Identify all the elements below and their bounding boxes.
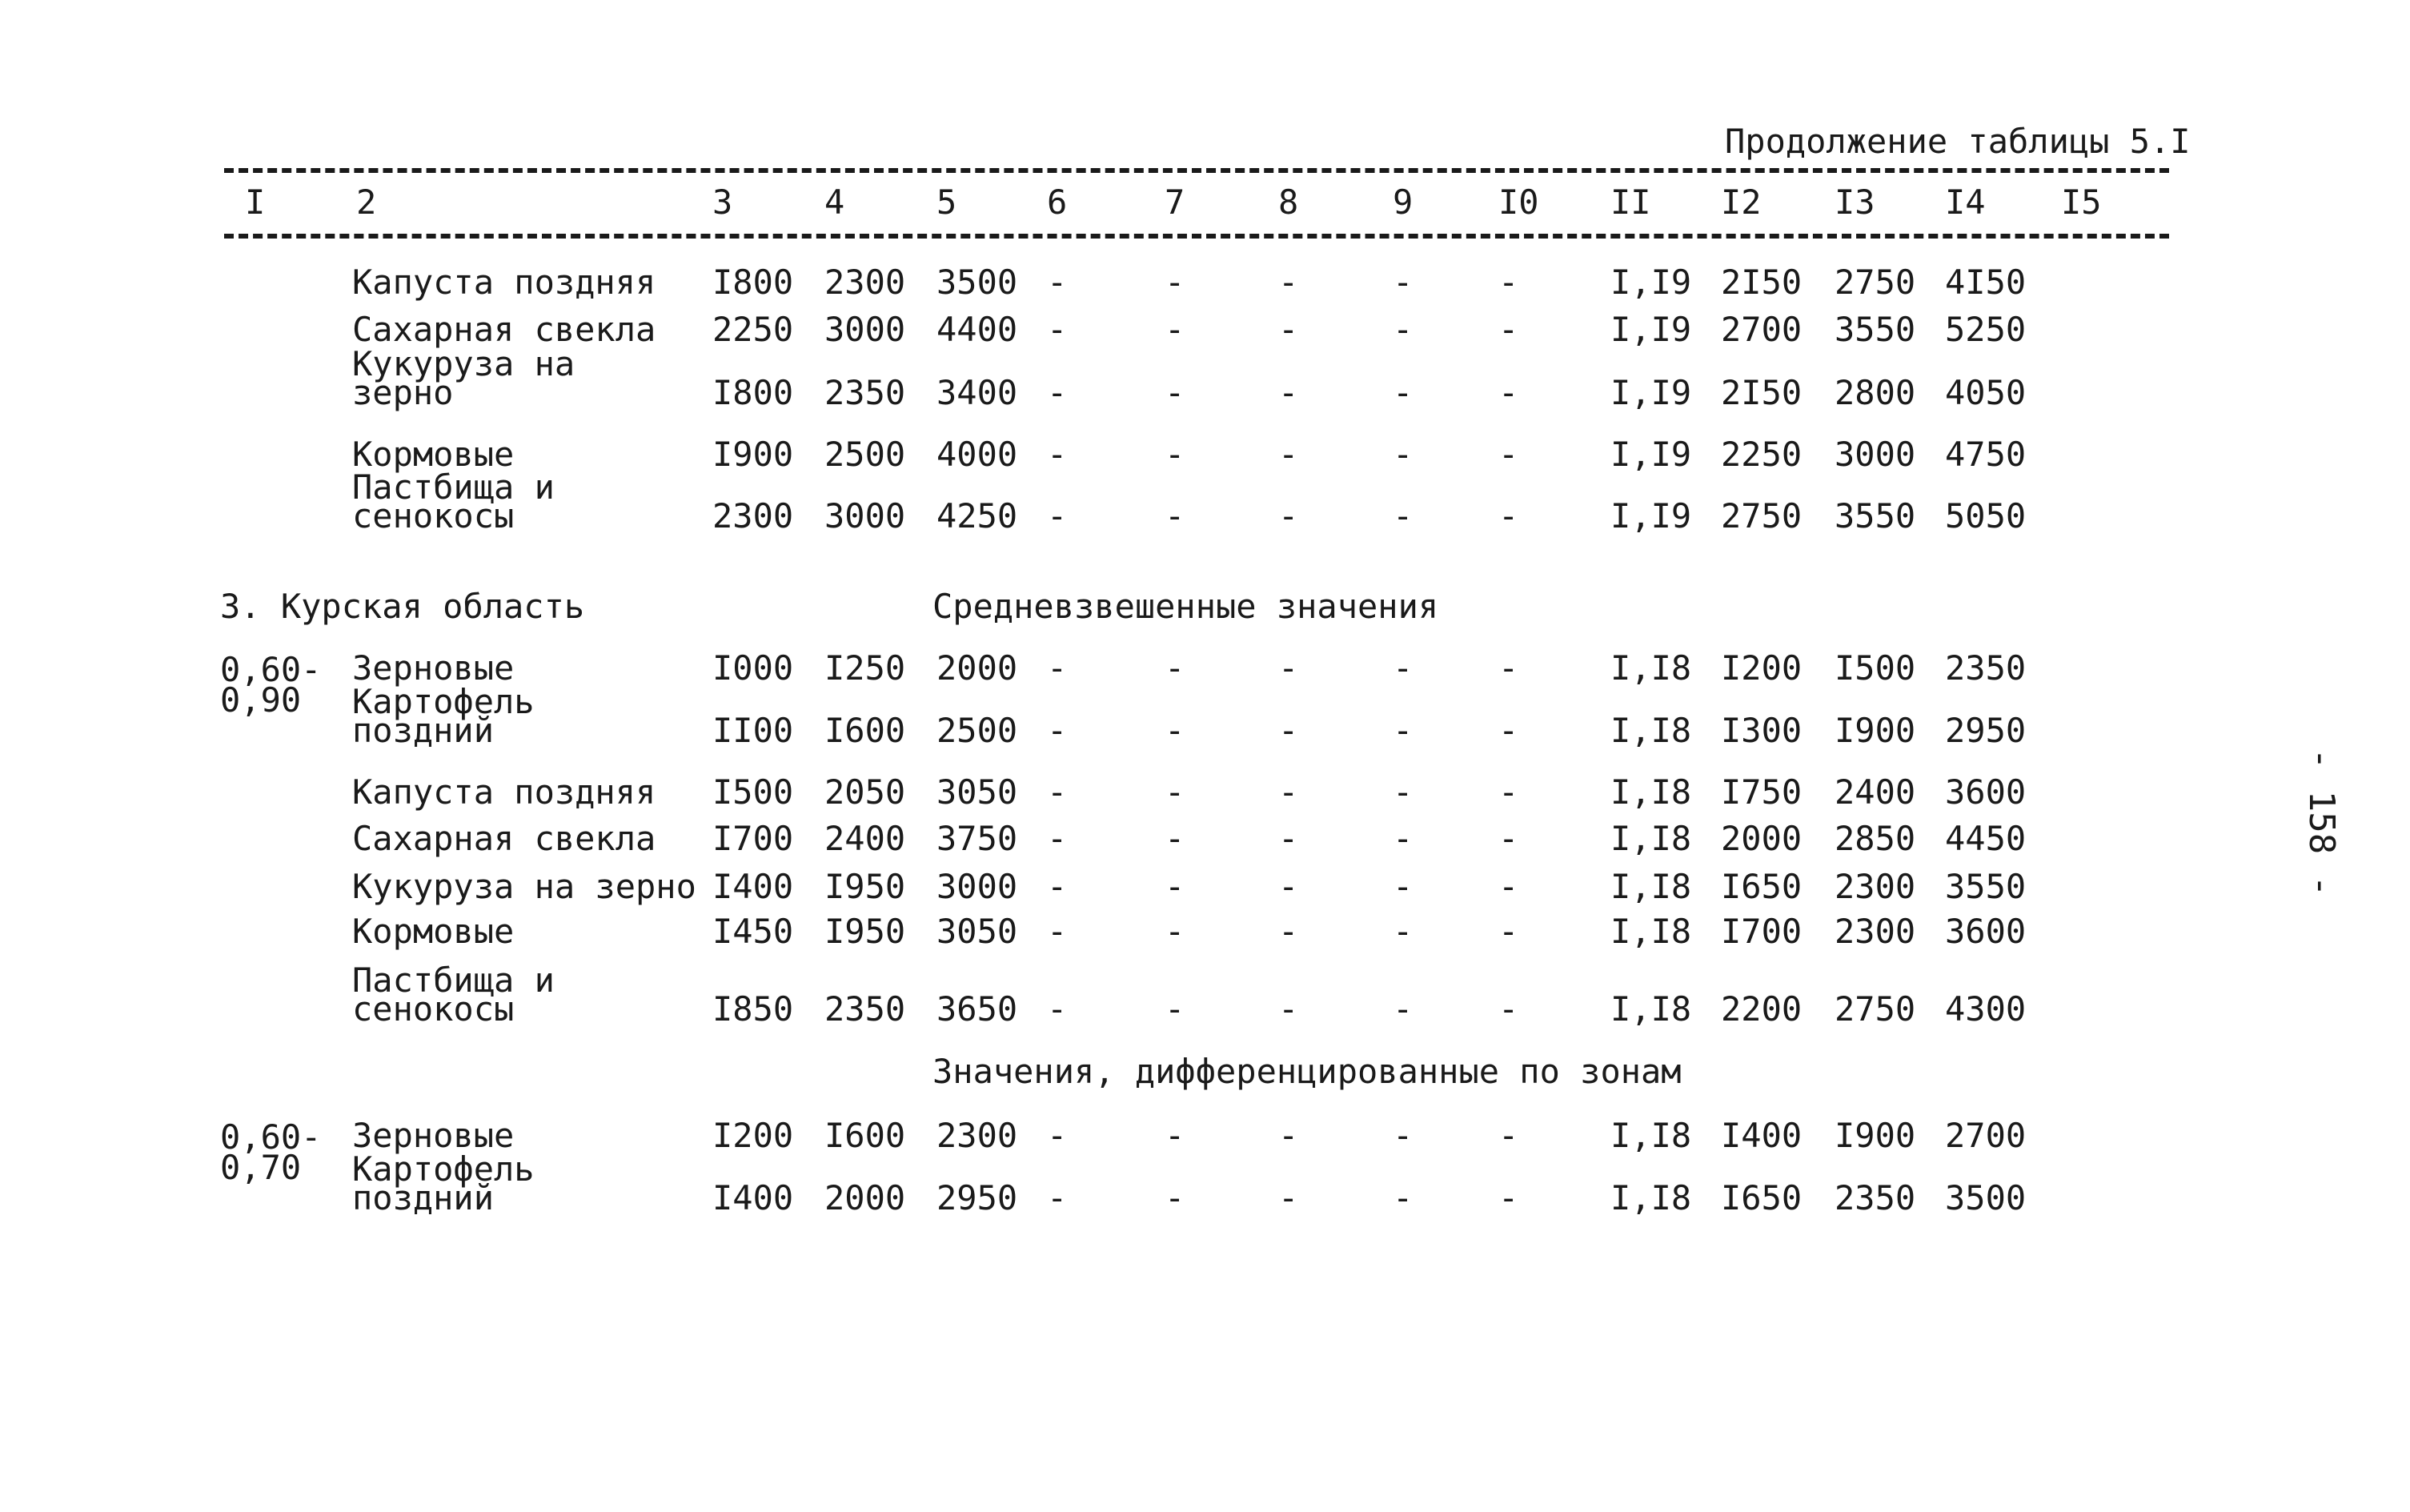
cell-col7: - xyxy=(1165,711,1185,750)
cell-col12: 2200 xyxy=(1721,989,1802,1029)
cell-col5: 2000 xyxy=(936,648,1018,688)
column-header-9: 9 xyxy=(1393,182,1414,222)
cell-col9: - xyxy=(1393,435,1414,474)
cell-col13: 2750 xyxy=(1835,263,1916,302)
cell-col14: 4300 xyxy=(1945,989,2027,1029)
cell-col7: - xyxy=(1165,1116,1185,1155)
cell-col6: - xyxy=(1047,989,1068,1029)
cell-col12: 2750 xyxy=(1721,496,1802,535)
cell-col9: - xyxy=(1393,912,1414,951)
cell-col14: 4750 xyxy=(1945,435,2027,474)
cell-col10: - xyxy=(1498,772,1519,812)
row-name: Картофель xyxy=(352,1149,535,1189)
cell-col6: - xyxy=(1047,711,1068,750)
cell-col9: - xyxy=(1393,310,1414,349)
column-header-12: I2 xyxy=(1721,182,1762,222)
cell-col6: - xyxy=(1047,310,1068,349)
cell-col5: 3400 xyxy=(936,373,1018,412)
cell-col9: - xyxy=(1393,819,1414,858)
cell-col13: I900 xyxy=(1835,1116,1916,1155)
cell-col12: 2250 xyxy=(1721,435,1802,474)
cell-col9: - xyxy=(1393,496,1414,535)
cell-col7: - xyxy=(1165,989,1185,1029)
cell-col9: - xyxy=(1393,648,1414,688)
cell-col13: 2300 xyxy=(1835,912,1916,951)
cell-col10: - xyxy=(1498,867,1519,906)
cell-col14: 4450 xyxy=(1945,819,2027,858)
cell-col12: I650 xyxy=(1721,867,1802,906)
cell-col11: I,I8 xyxy=(1610,648,1692,688)
header-bottom-rule xyxy=(224,234,2169,239)
cell-col9: - xyxy=(1393,772,1414,812)
column-header-1: I xyxy=(245,182,266,222)
cell-col11: I,I8 xyxy=(1610,711,1692,750)
column-header-14: I4 xyxy=(1945,182,1986,222)
cell-col5: 3650 xyxy=(936,989,1018,1029)
cell-col13: I900 xyxy=(1835,711,1916,750)
cell-col8: - xyxy=(1278,989,1299,1029)
cell-col8: - xyxy=(1278,373,1299,412)
row-name: Сахарная свекла xyxy=(352,310,656,349)
cell-col12: I700 xyxy=(1721,912,1802,951)
column-header-11: II xyxy=(1610,182,1651,222)
cell-col12: 2000 xyxy=(1721,819,1802,858)
column-header-8: 8 xyxy=(1278,182,1299,222)
cell-col3: I850 xyxy=(712,989,794,1029)
row-name: Кукуруза на зерно xyxy=(352,867,696,906)
cell-col7: - xyxy=(1165,435,1185,474)
cell-col10: - xyxy=(1498,310,1519,349)
cell-col14: 2350 xyxy=(1945,648,2027,688)
cell-col4: 3000 xyxy=(824,496,906,535)
section-subheading: Значения, дифференцированные по зонам xyxy=(932,1052,1682,1091)
cell-col5: 4000 xyxy=(936,435,1018,474)
cell-col4: I600 xyxy=(824,1116,906,1155)
cell-col5: 4250 xyxy=(936,496,1018,535)
cell-col6: - xyxy=(1047,373,1068,412)
cell-col10: - xyxy=(1498,648,1519,688)
row-name: Пастбища и xyxy=(352,961,555,1000)
cell-col9: - xyxy=(1393,373,1414,412)
cell-col13: 2350 xyxy=(1835,1178,1916,1217)
cell-col8: - xyxy=(1278,1116,1299,1155)
cell-col10: - xyxy=(1498,496,1519,535)
column-header-13: I3 xyxy=(1835,182,1875,222)
cell-col14: 5250 xyxy=(1945,310,2027,349)
cell-col12: I750 xyxy=(1721,772,1802,812)
cell-col10: - xyxy=(1498,435,1519,474)
cell-col7: - xyxy=(1165,373,1185,412)
cell-col4: 3000 xyxy=(824,310,906,349)
cell-col11: I,I8 xyxy=(1610,989,1692,1029)
cell-col14: 2700 xyxy=(1945,1116,2027,1155)
cell-col11: I,I9 xyxy=(1610,435,1692,474)
cell-col6: - xyxy=(1047,435,1068,474)
cell-col11: I,I8 xyxy=(1610,1116,1692,1155)
cell-col13: I500 xyxy=(1835,648,1916,688)
cell-col11: I,I8 xyxy=(1610,819,1692,858)
cell-col14: 4I50 xyxy=(1945,263,2027,302)
cell-col14: 3500 xyxy=(1945,1178,2027,1217)
row-name: Капуста поздняя xyxy=(352,772,656,812)
cell-col7: - xyxy=(1165,1178,1185,1217)
cell-col8: - xyxy=(1278,435,1299,474)
column-header-10: I0 xyxy=(1498,182,1539,222)
column-header-2: 2 xyxy=(356,182,377,222)
cell-col8: - xyxy=(1278,819,1299,858)
cell-col6: - xyxy=(1047,1178,1068,1217)
row-name-continued: зерно xyxy=(352,373,454,412)
row-name-continued: сенокосы xyxy=(352,989,515,1029)
cell-col14: 2950 xyxy=(1945,711,2027,750)
cell-col4: 2400 xyxy=(824,819,906,858)
cell-col13: 2400 xyxy=(1835,772,1916,812)
cell-col4: 2500 xyxy=(824,435,906,474)
row-name: Зерновые xyxy=(352,648,515,688)
cell-col5: 2950 xyxy=(936,1178,1018,1217)
cell-col13: 3550 xyxy=(1835,496,1916,535)
cell-col3: I400 xyxy=(712,1178,794,1217)
cell-col3: II00 xyxy=(712,711,794,750)
cell-col7: - xyxy=(1165,819,1185,858)
row-name-continued: сенокосы xyxy=(352,496,515,535)
cell-col5: 2300 xyxy=(936,1116,1018,1155)
cell-col5: 3750 xyxy=(936,819,1018,858)
cell-col7: - xyxy=(1165,310,1185,349)
cell-col3: 2250 xyxy=(712,310,794,349)
cell-col11: I,I8 xyxy=(1610,772,1692,812)
cell-col10: - xyxy=(1498,1116,1519,1155)
cell-col5: 3050 xyxy=(936,772,1018,812)
cell-col3: I400 xyxy=(712,867,794,906)
cell-col10: - xyxy=(1498,1178,1519,1217)
cell-col5: 2500 xyxy=(936,711,1018,750)
cell-col4: 2350 xyxy=(824,373,906,412)
cell-col7: - xyxy=(1165,912,1185,951)
cell-col10: - xyxy=(1498,912,1519,951)
cell-col4: 2350 xyxy=(824,989,906,1029)
cell-col8: - xyxy=(1278,772,1299,812)
cell-col9: - xyxy=(1393,711,1414,750)
cell-col11: I,I8 xyxy=(1610,912,1692,951)
row-name: Капуста поздняя xyxy=(352,263,656,302)
cell-col6: - xyxy=(1047,867,1068,906)
cell-col5: 4400 xyxy=(936,310,1018,349)
column-header-3: 3 xyxy=(712,182,733,222)
cell-col8: - xyxy=(1278,711,1299,750)
cell-col12: I200 xyxy=(1721,648,1802,688)
cell-col12: I650 xyxy=(1721,1178,1802,1217)
table-caption: Продолжение таблицы 5.I xyxy=(1725,122,2191,161)
cell-col12: I300 xyxy=(1721,711,1802,750)
cell-col9: - xyxy=(1393,867,1414,906)
cell-col3: I200 xyxy=(712,1116,794,1155)
soil-range-start: 0,60- xyxy=(220,1117,322,1157)
cell-col10: - xyxy=(1498,819,1519,858)
cell-col7: - xyxy=(1165,263,1185,302)
row-name: Сахарная свекла xyxy=(352,819,656,858)
cell-col14: 3600 xyxy=(1945,912,2027,951)
cell-col10: - xyxy=(1498,263,1519,302)
cell-col7: - xyxy=(1165,496,1185,535)
cell-col3: I800 xyxy=(712,373,794,412)
cell-col3: 2300 xyxy=(712,496,794,535)
row-name: Пастбища и xyxy=(352,467,555,507)
cell-col13: 2850 xyxy=(1835,819,1916,858)
cell-col13: 3550 xyxy=(1835,310,1916,349)
cell-col6: - xyxy=(1047,496,1068,535)
row-name-continued: поздний xyxy=(352,711,495,750)
cell-col4: I950 xyxy=(824,867,906,906)
cell-col11: I,I9 xyxy=(1610,310,1692,349)
cell-col7: - xyxy=(1165,867,1185,906)
row-name-continued: поздний xyxy=(352,1178,495,1217)
section-subheading: Средневзвешенные значения xyxy=(932,587,1439,626)
row-name: Кормовые xyxy=(352,435,515,474)
cell-col12: I400 xyxy=(1721,1116,1802,1155)
cell-col3: I700 xyxy=(712,819,794,858)
cell-col14: 3600 xyxy=(1945,772,2027,812)
cell-col8: - xyxy=(1278,263,1299,302)
cell-col11: I,I9 xyxy=(1610,373,1692,412)
cell-col11: I,I8 xyxy=(1610,867,1692,906)
cell-col6: - xyxy=(1047,1116,1068,1155)
cell-col14: 4050 xyxy=(1945,373,2027,412)
cell-col3: I450 xyxy=(712,912,794,951)
column-header-5: 5 xyxy=(936,182,957,222)
cell-col3: I500 xyxy=(712,772,794,812)
cell-col4: 2000 xyxy=(824,1178,906,1217)
cell-col6: - xyxy=(1047,912,1068,951)
cell-col5: 3050 xyxy=(936,912,1018,951)
cell-col10: - xyxy=(1498,989,1519,1029)
cell-col9: - xyxy=(1393,989,1414,1029)
cell-col9: - xyxy=(1393,1178,1414,1217)
cell-col9: - xyxy=(1393,1116,1414,1155)
cell-col4: I600 xyxy=(824,711,906,750)
cell-col14: 5050 xyxy=(1945,496,2027,535)
cell-col14: 3550 xyxy=(1945,867,2027,906)
page-number: - 158 - xyxy=(2301,748,2343,897)
column-header-6: 6 xyxy=(1047,182,1068,222)
row-name: Кукуруза на xyxy=(352,344,575,383)
cell-col6: - xyxy=(1047,648,1068,688)
cell-col8: - xyxy=(1278,648,1299,688)
header-top-rule xyxy=(224,168,2169,173)
cell-col6: - xyxy=(1047,772,1068,812)
cell-col7: - xyxy=(1165,648,1185,688)
cell-col8: - xyxy=(1278,496,1299,535)
cell-col3: I000 xyxy=(712,648,794,688)
soil-range-end: 0,70 xyxy=(220,1148,302,1187)
cell-col4: I250 xyxy=(824,648,906,688)
cell-col13: 2800 xyxy=(1835,373,1916,412)
cell-col8: - xyxy=(1278,1178,1299,1217)
column-header-4: 4 xyxy=(824,182,845,222)
column-header-7: 7 xyxy=(1165,182,1185,222)
row-name: Картофель xyxy=(352,682,535,721)
soil-range-end: 0,90 xyxy=(220,680,302,720)
cell-col3: I800 xyxy=(712,263,794,302)
cell-col5: 3500 xyxy=(936,263,1018,302)
cell-col10: - xyxy=(1498,711,1519,750)
soil-range-start: 0,60- xyxy=(220,650,322,689)
cell-col4: 2300 xyxy=(824,263,906,302)
cell-col13: 2300 xyxy=(1835,867,1916,906)
cell-col6: - xyxy=(1047,263,1068,302)
region-heading: 3. Курская область xyxy=(220,587,585,626)
cell-col11: I,I9 xyxy=(1610,496,1692,535)
cell-col3: I900 xyxy=(712,435,794,474)
cell-col4: I950 xyxy=(824,912,906,951)
cell-col8: - xyxy=(1278,912,1299,951)
cell-col7: - xyxy=(1165,772,1185,812)
cell-col13: 2750 xyxy=(1835,989,1916,1029)
row-name: Зерновые xyxy=(352,1116,515,1155)
cell-col9: - xyxy=(1393,263,1414,302)
cell-col13: 3000 xyxy=(1835,435,1916,474)
cell-col6: - xyxy=(1047,819,1068,858)
cell-col12: 2I50 xyxy=(1721,263,1802,302)
cell-col12: 2I50 xyxy=(1721,373,1802,412)
cell-col11: I,I9 xyxy=(1610,263,1692,302)
cell-col11: I,I8 xyxy=(1610,1178,1692,1217)
cell-col4: 2050 xyxy=(824,772,906,812)
cell-col5: 3000 xyxy=(936,867,1018,906)
cell-col12: 2700 xyxy=(1721,310,1802,349)
row-name: Кормовые xyxy=(352,912,515,951)
cell-col8: - xyxy=(1278,310,1299,349)
column-header-15: I5 xyxy=(2061,182,2102,222)
cell-col10: - xyxy=(1498,373,1519,412)
cell-col8: - xyxy=(1278,867,1299,906)
